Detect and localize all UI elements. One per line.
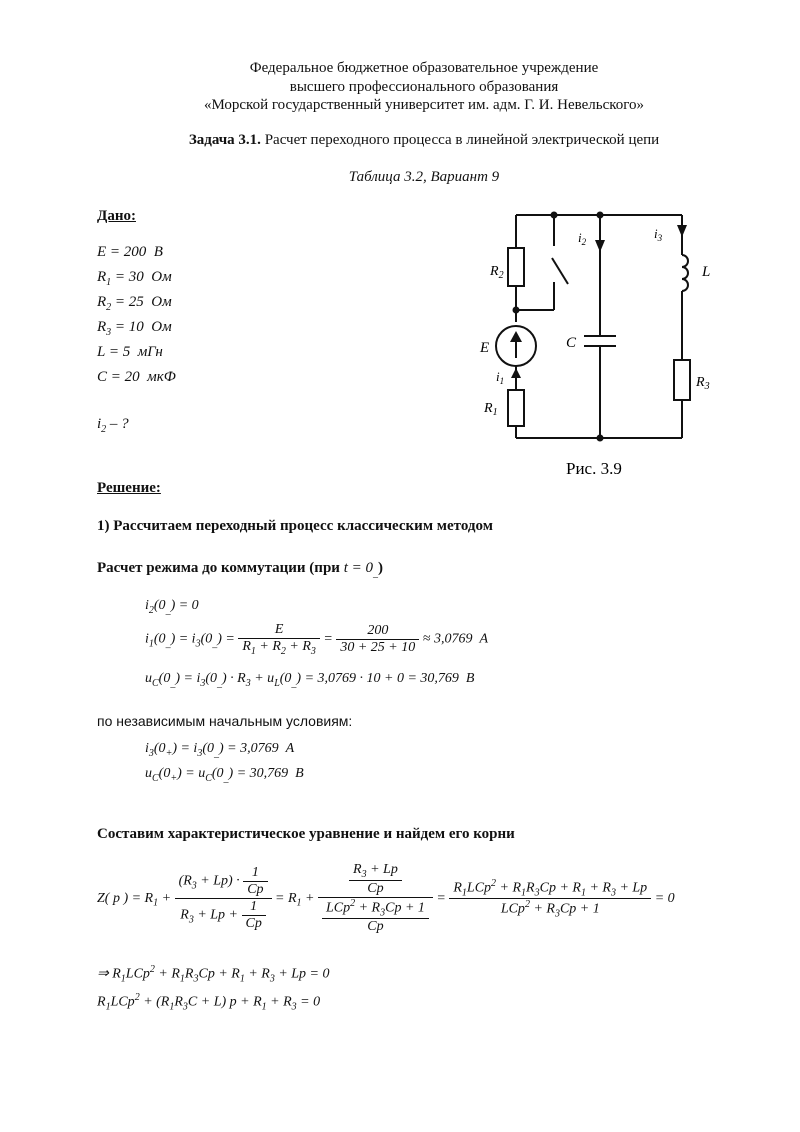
junction-dot — [597, 435, 604, 442]
given-item-r3: $R_3 = 10$ Ом — [97, 319, 172, 338]
task-title: Расчет переходного процесса в линейной электрической цепи — [264, 132, 660, 148]
label-i2: $i_2$ — [578, 230, 587, 247]
i2-arrow — [595, 240, 605, 252]
frac-z-1: $(R_3 + Lp)$ · $\frac{1}{Cp}$ $R_3 + Lp$ + $\frac{1}{Cp}$ — [175, 865, 272, 932]
label-i1: $i_1$ — [496, 369, 505, 386]
l-inductor — [682, 255, 688, 291]
char-equation-heading: Составим характеристическое уравнение и найдем его корни — [97, 826, 515, 842]
r1-resistor — [508, 390, 524, 426]
task-variant: Таблица 3.2, Вариант 9 — [348, 169, 500, 185]
label-r1: $R_1$ — [484, 401, 498, 418]
solution-heading: Решение: — [97, 480, 161, 496]
label-e: E — [480, 340, 490, 356]
eq-char-1: ⇒ $R_1LCp^2 + R_1R_3Cp + R_1 + R_3 + Lp = 0$ — [97, 964, 330, 985]
given-item-e: E = 200 В — [97, 244, 163, 260]
frac-z-3: $\frac{R_1LCp^2 + R_1R_3Cp + R_1 + R_3 + Lp}{LCp^2 + R_3Cp + 1}$ — [449, 878, 651, 920]
task-title-row — [0, 132, 800, 149]
eq-i3-0plus: $i_3(0_+) = i_3(0_{\_}) = 3,0769$ A — [145, 741, 295, 759]
institution-line-3: «Морской государственный университет им. адм. Г. И. Невельского» — [203, 97, 645, 113]
eq-char-2: $R_1LCp^2 + (R_1R_3C + L) p + R_1 + R_3 = 0$ — [97, 992, 321, 1013]
institution-line-1: Федеральное бюджетное образовательное учреждение — [249, 60, 599, 76]
label-r3: $R_3$ — [696, 375, 710, 392]
frac-200-over-65: $\frac{200}{30 + 25 + 10}$ — [336, 623, 419, 656]
label-c: C — [566, 335, 577, 351]
before-condition: $t = 0_{\_}$ — [343, 560, 378, 579]
given-item-c: C = 20 мкФ — [97, 369, 176, 385]
circuit-figure — [470, 200, 730, 485]
e-arrow — [510, 331, 522, 342]
r3-resistor — [674, 360, 690, 400]
eq-uc-0plus: $u_C(0_+) = u_C(0_{\_}) = 30,769$ В — [145, 766, 304, 784]
eq-impedance: Z( p ) = $R_1$ + $(R_3 + Lp)$ · $\frac{1}{Cp}$ $R_3 + Lp$ + $\frac{1}{Cp}$ = $R_1$ + $\frac{\frac{R_3 + Lp}{Cp}}{\frac{LCp^2 + R_3Cp + 1}{Cp}}$ = $\frac{R_1LCp^2 + R_1R_3Cp + R_1 + R_3 + Lp}{LCp^2 + R_3Cp + 1}$ = 0 — [97, 862, 675, 935]
switch-blade — [552, 258, 568, 284]
eq-i2-0minus: $i_2(0_{\_}) = 0$ — [145, 598, 199, 616]
junction-dot — [513, 307, 520, 314]
i3-arrow — [677, 225, 687, 237]
frac-z-2: $\frac{\frac{R_3 + Lp}{Cp}}{\frac{LCp^2 + R_3Cp + 1}{Cp}}$ — [318, 862, 433, 935]
i1-arrow — [511, 368, 521, 378]
eq-i1-0minus: $i_1(0_{\_}) = i_3(0_{\_})$ = $\frac{E}{R_1 + R_2 + R_3}$ = $\frac{200}{30 + 25 + 10}$ ≈ 3,0769 A — [145, 622, 489, 657]
find-item: $i_2$ – ? — [97, 416, 129, 435]
before-commutation-heading: Расчет режима до коммутации (при $t = 0_{\_}$) — [97, 560, 383, 579]
label-r2: $R_2$ — [490, 264, 504, 281]
r2-resistor — [508, 248, 524, 286]
given-item-r2: $R_2 = 25$ Ом — [97, 294, 172, 313]
independent-conditions-text: по независимым начальным условиям: — [97, 713, 353, 729]
figure-caption: Рис. 3.9 — [566, 459, 622, 478]
given-item-r1: $R_1 = 30$ Ом — [97, 269, 172, 288]
junction-dot — [551, 212, 558, 219]
frac-e-over-rsum: $\frac{E}{R_1 + R_2 + R_3}$ — [238, 622, 320, 657]
task-label: Задача 3.1. — [188, 132, 261, 148]
label-i3: $i_3$ — [654, 226, 663, 243]
institution-line-2: высшего профессионального образования — [289, 79, 559, 95]
junction-dot — [597, 212, 604, 219]
step1-heading: 1) Рассчитаем переходный процесс классическим методом — [97, 518, 493, 534]
given-heading: Дано: — [97, 208, 136, 224]
label-l: L — [702, 264, 711, 280]
given-item-l: L = 5 мГн — [97, 344, 163, 360]
eq-uc-0minus: $u_C(0_{\_}) = i_3(0_{\_}) \cdot R_3 + u_L(0_{\_}) = 3,0769 \cdot 10 + 0 = 30,769$ В — [145, 671, 475, 689]
before-prefix: Расчет режима до коммутации (при — [97, 560, 340, 576]
